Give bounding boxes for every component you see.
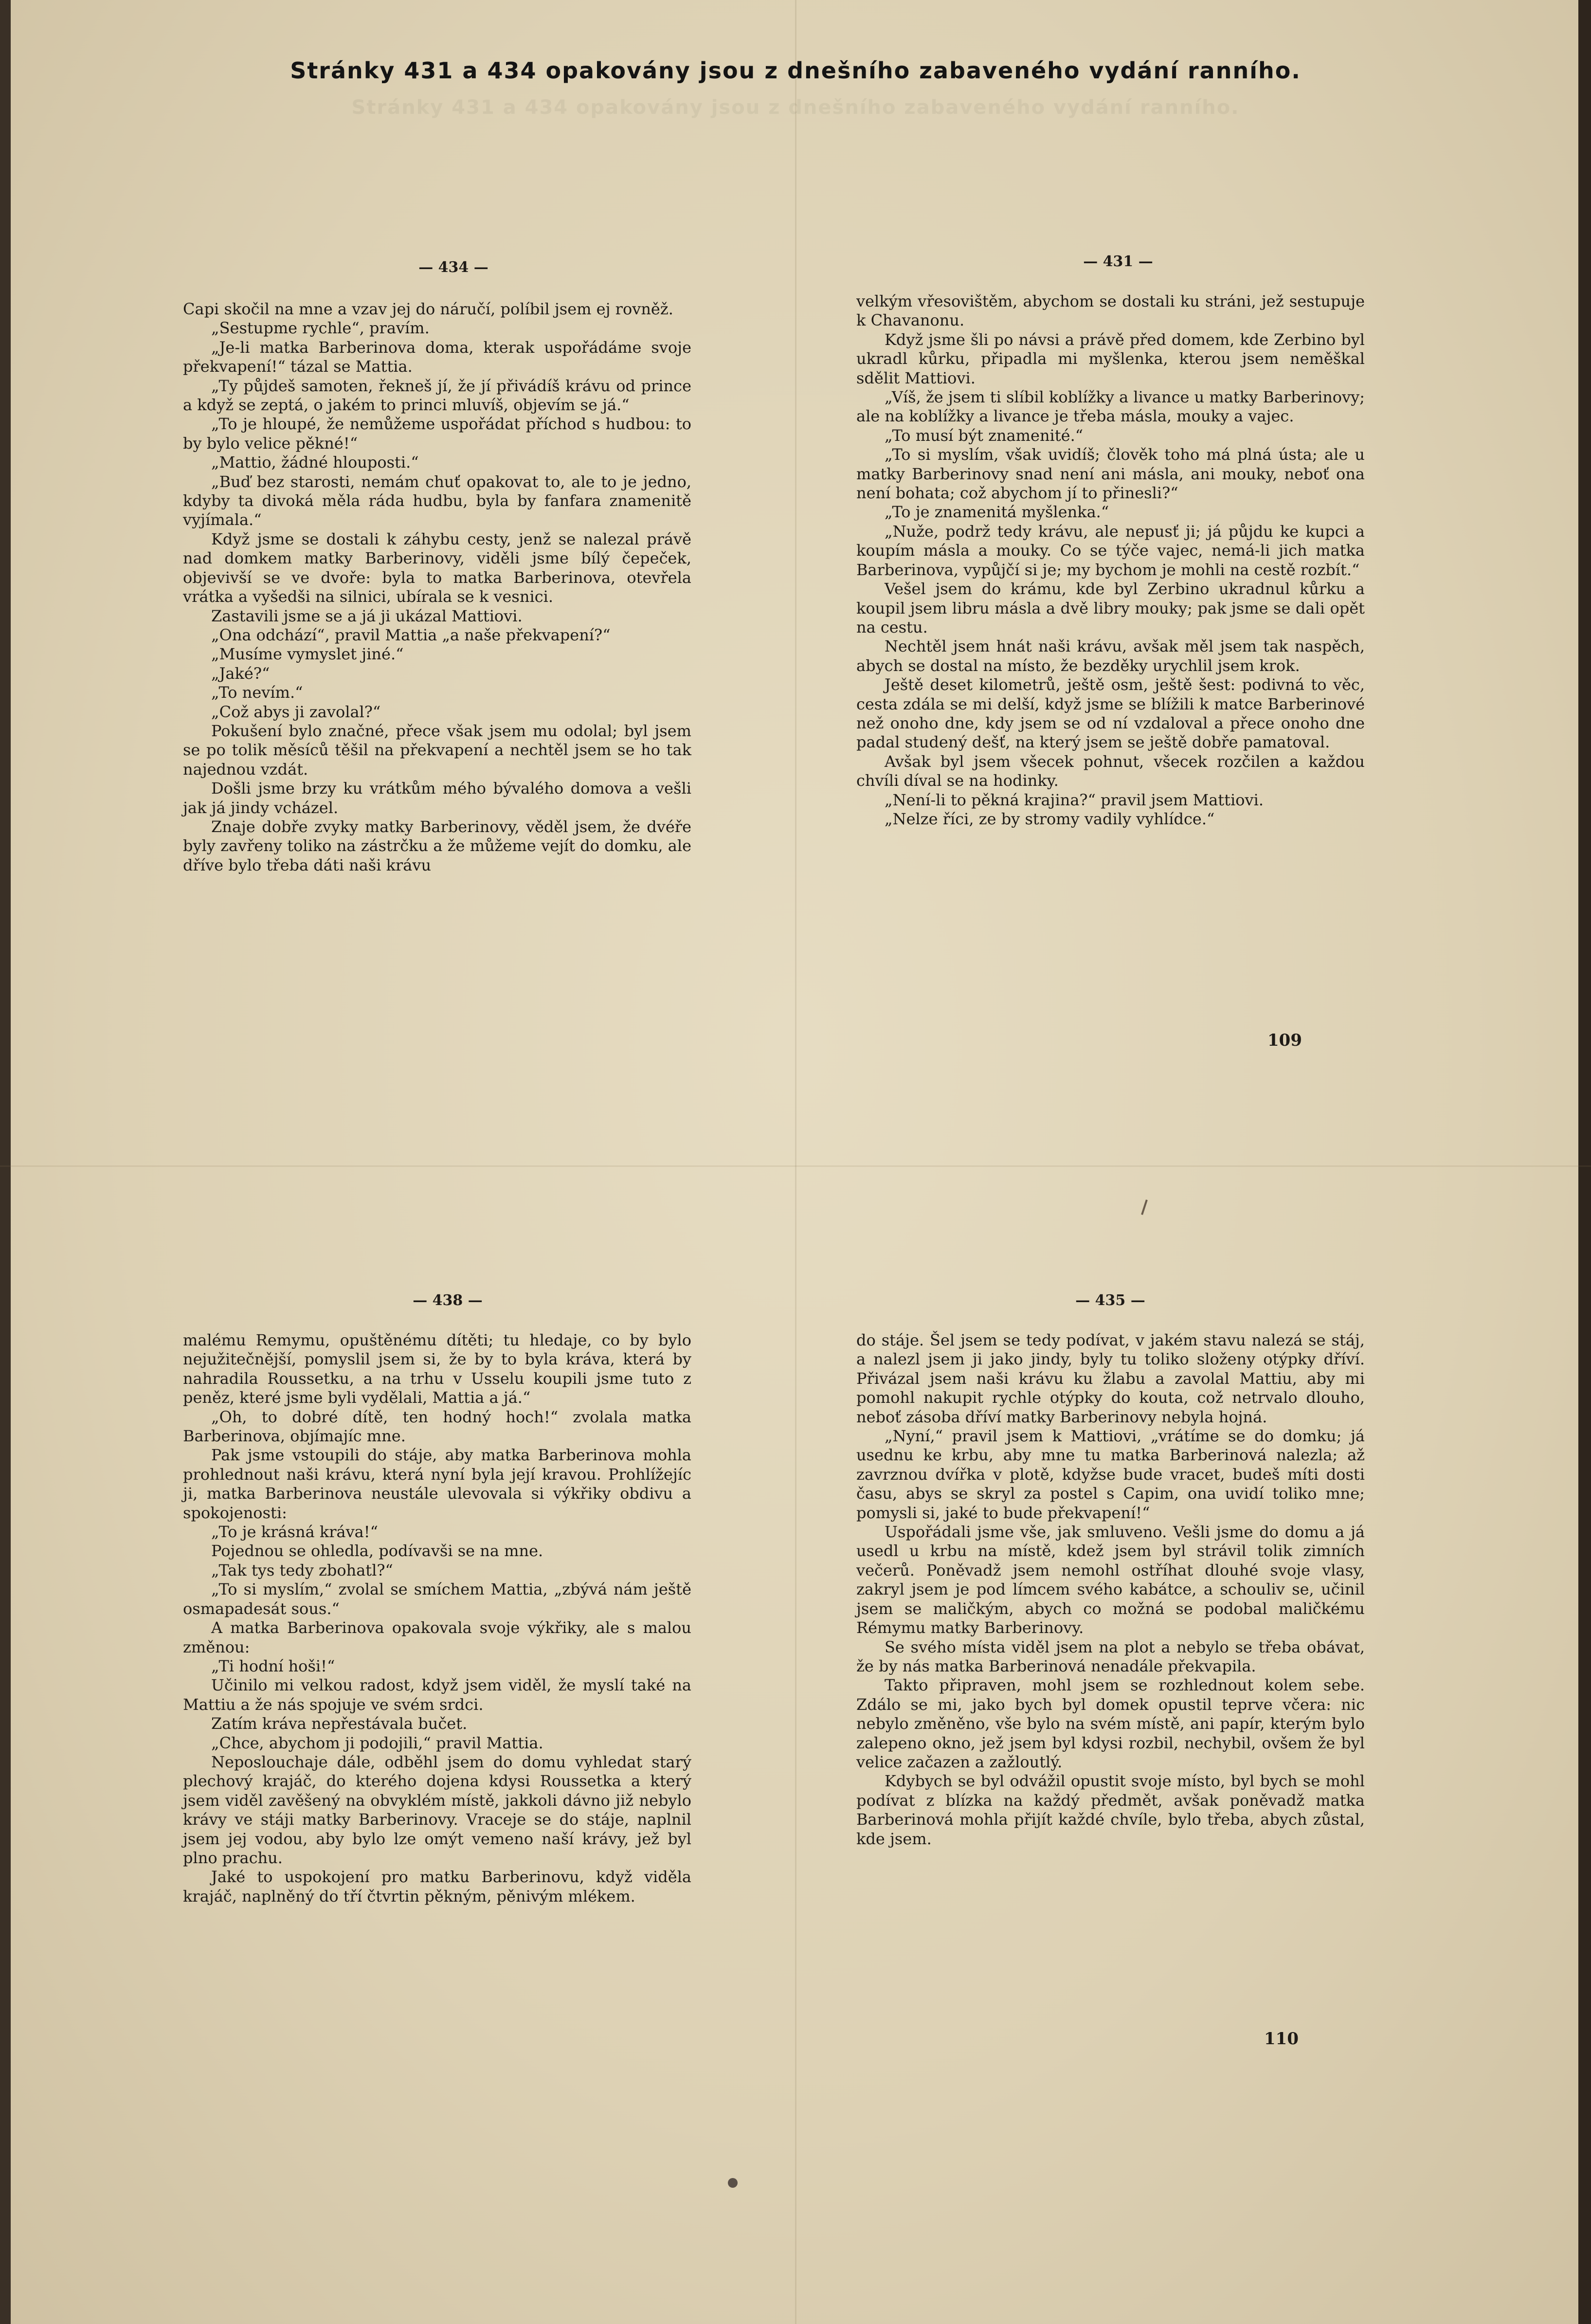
- paragraph: Vešel jsem do krámu, kde byl Zerbino ukradnul kůrku a koupil jsem libru másla a dvě libry mouky; pak jsme se dali opět na cestu.: [856, 580, 1365, 636]
- paragraph: Učinilo mi velkou radost, když jsem viděl, že myslí také na Mattiu a že nás spojuje ve svém srdci.: [183, 1676, 691, 1714]
- page-number-438: — 438 —: [413, 1292, 483, 1309]
- paragraph: Kdybych se byl odvážil opustit svoje místo, byl bych se mohl podívat z blízka na každý předmět, avšak poněvadž matka Barberinová mohla přijít každé chvíle, bylo třeba, abych zůstal, kde jsem.: [856, 1772, 1365, 1848]
- paragraph: Takto připraven, mohl jsem se rozhlednout kolem sebe. Zdálo se mi, jako bych byl domek opustil teprve včera: nic nebylo změněno, vše bylo na svém místě, ani papír, kterým bylo zalepeno okno, jež jsem byl kdysi rozbil, nechybil, ovšem že byl velice začazen a zažloutlý.: [856, 1676, 1365, 1771]
- paragraph: velkým vřesovištěm, abychom se dostali ku stráni, jež sestupuje k Chavanonu.: [856, 292, 1365, 330]
- paragraph: „Sestupme rychle“, pravím.: [211, 319, 430, 338]
- paragraph: Když jsme šli po návsi a právě před domem, kde Zerbino byl ukradl kůrku, připadla mi myšlenka, kterou jsem neměškal sdělit Mattiovi.: [856, 330, 1365, 387]
- paragraph: Pojednou se ohledla, podívavši se na mne.: [211, 1542, 543, 1561]
- paragraph: A matka Barberinova opakovala svoje výkřiky, ale s malou změnou:: [183, 1618, 691, 1656]
- paragraph: „Mattio, žádné hlouposti.“: [211, 453, 419, 472]
- text-column-431: [856, 292, 1365, 829]
- paragraph: „Ti hodní hoši!“: [211, 1656, 335, 1675]
- scan-edge-right: [1578, 0, 1591, 2324]
- text-column-435: [856, 1331, 1365, 1849]
- folio-number: 110: [1264, 2029, 1299, 2049]
- page-number-435: — 435 —: [1075, 1292, 1145, 1309]
- paragraph: Uspořádali jsme vše, jak smluveno. Vešli jsme do domu a já usedl u krbu na místě, kdež jsem byl strávil tolik zimních večerů. Poněvadž jsem nemohl ostříhat dlouhé svoje vlasy, zakryl jsem je pod límcem svého kabátce, a schouliv se, učinil jsem se maličkým, abych co možná se podobal maličkému Rémymu matky Barberinovy.: [856, 1523, 1365, 1637]
- paragraph: do stáje. Šel jsem se tedy podívat, v jakém stavu nalezá se stáj, a nalezl jsem ji jako jindy, byly tu toliko složeny otýpky dříví. Přivázal jsem naši krávu ku žlabu a zavolal Mattiu, aby mi pomohl nakupit rychle otýpky do kouta, což netrvalo dlouho, neboť zásoba dříví matky Barberinovy nebyla hojná.: [856, 1331, 1365, 1426]
- folio-number: 109: [1267, 1031, 1302, 1050]
- paragraph: Neposlouchaje dále, odběhl jsem do domu vyhledat starý plechový krajáč, do kterého dojena kdysi Roussetka a který jsem viděl zavěšený na obvyklém místě, jakkoli dávno již nebylo krávy ve stáji matky Barberinovy. Vraceje se do stáje, naplnil jsem jej vodou, aby bylo lze omýt vemeno naší krávy, jež byl plno prachu.: [183, 1752, 691, 1867]
- paragraph: „Což abys ji zavolal?“: [211, 702, 381, 721]
- paragraph: Nechtěl jsem hnát naši krávu, avšak měl jsem tak naspěch, abych se dostal na místo, že bezděky urychlil jsem krok.: [856, 637, 1365, 675]
- text-column-438: [183, 1331, 691, 1906]
- paragraph: Když jsme se dostali k záhybu cesty, jenž se nalezal právě nad domkem matky Barberinovy, viděli jsme bílý čepeček, objevivší se ve dvoře: byla to matka Barberinova, otevřela vrátka a vyšedši na silnici, ubírala se k vesnici.: [183, 529, 691, 606]
- scan-edge-left: [0, 0, 11, 2324]
- paragraph: Pak jsme vstoupili do stáje, aby matka Barberinova mohla prohlednout naši krávu, která nyní byla její kravou. Prohlížejíc ji, matka Barberinova neustále ulevovala si výkřiky obdivu a spokojenosti:: [183, 1446, 691, 1522]
- paragraph: „Víš, že jsem ti slíbil koblížky a livance u matky Barberinovy; ale na koblížky a livance je třeba másla, mouky a vajec.: [856, 388, 1365, 426]
- paragraph: „To si myslím,“ zvolal se smíchem Mattia, „zbývá nám ještě osmapadesát sous.“: [183, 1580, 691, 1618]
- paragraph: „Tak tys tedy zbohatl?“: [211, 1561, 393, 1580]
- paragraph: „Ona odchází“, pravil Mattia „a naše překvapení?“: [211, 625, 611, 644]
- paragraph: „To je krásná kráva!“: [211, 1523, 378, 1542]
- paragraph: Zatím kráva nepřestávala bučet.: [211, 1714, 468, 1733]
- paragraph: „Nuže, podrž tedy krávu, ale nepusť ji; já půjdu ke kupci a koupím másla a mouky. Co se týče vajec, nemá-li jich matka Barberinova, vypůjčí si je; my bychom je mohli na cestě rozbít.“: [856, 522, 1365, 579]
- paragraph: „Je-li matka Barberinova doma, kterak uspořádáme svoje překvapení!“ tázal se Mattia.: [183, 338, 691, 376]
- paragraph: „To je hloupé, že nemůžeme uspořádat příchod s hudbou: to by bylo velice pěkné!“: [183, 415, 691, 453]
- page-number-431: — 431 —: [1083, 253, 1153, 270]
- page-number-434: — 434 —: [418, 259, 488, 276]
- paragraph: Pokušení bylo značné, přece však jsem mu odolal; byl jsem se po tolik měsíců těšil na překvapení a nechtěl jsem se ho tak najednou vzdát.: [183, 721, 691, 779]
- paragraph: Jaké to uspokojení pro matku Barberinovu, když viděla krajáč, naplněný do tří čtvrtin pěkným, pěnivým mlékem.: [183, 1868, 691, 1906]
- paragraph: Avšak byl jsem všecek pohnut, všecek rozčilen a každou chvíli díval se na hodinky.: [856, 752, 1365, 790]
- paragraph: „Musíme vymyslet jiné.“: [211, 645, 404, 664]
- paragraph: Znaje dobře zvyky matky Barberinovy, věděl jsem, že dvéře byly zavřeny toliko na zástrčku a že můžeme vejít do domku, ale dříve bylo třeba dáti naši krávu: [183, 817, 691, 874]
- paragraph: „To musí být znamenité.“: [885, 426, 1084, 445]
- paragraph: Se svého místa viděl jsem na plot a nebylo se třeba obávat, že by nás matka Barberinová nenadále překvapila.: [856, 1637, 1365, 1675]
- banner-bleed-through: Stránky 431 a 434 opakovány jsou z dnešního zabaveného vydání ranního.: [351, 96, 1240, 119]
- paragraph: Došli jsme brzy ku vrátkům mého bývalého domova a vešli jak já jindy vcházel.: [183, 779, 691, 817]
- paragraph: Ještě deset kilometrů, ještě osm, ještě šest: podivná to věc, cesta zdála se mi delší, když jsme se blížili k matce Barberinové než onoho dne, kdy jsem se od ní vzdaloval a přece onoho dne padal studený dešť, na který jsem se ještě dobře pamatoval.: [856, 675, 1365, 752]
- paragraph: „To si myslím, však uvidíš; člověk toho má plná ústa; ale u matky Barberinovy snad není ani másla, ani mouky, neboť ona není bohata; což abychom jí to přinesli?“: [856, 445, 1365, 503]
- paragraph: „Chce, abychom ji podojili,“ pravil Mattia.: [211, 1733, 543, 1752]
- fold-line-horizontal: [0, 1165, 1591, 1167]
- paragraph: „Ty půjdeš samoten, řekneš jí, že jí přivádíš krávu od prince a když se zeptá, o jakém to princi mluvíš, objevím se já.“: [183, 376, 691, 415]
- banner-notice: Stránky 431 a 434 opakovány jsou z dnešního zabaveného vydání ranního.: [290, 57, 1301, 84]
- paragraph: Capi skočil na mne a vzav jej do náručí, políbil jsem ej rovněž.: [183, 300, 673, 318]
- paragraph: „Oh, to dobré dítě, ten hodný hoch!“ zvolala matka Barberinova, objímajíc mne.: [183, 1407, 691, 1446]
- paragraph: Zastavili jsme se a já ji ukázal Mattiovi.: [211, 606, 523, 625]
- paragraph: „Jaké?“: [211, 664, 270, 683]
- paragraph: „Není-li to pěkná krajina?“ pravil jsem Mattiovi.: [885, 790, 1264, 809]
- paragraph: „Nyní,“ pravil jsem k Mattiovi, „vrátíme se do domku; já usednu ke krbu, aby mne tu matka Barberinová nalezla; až zavrznou dvířka v plotě, kdyžse bude vracet, budeš míti dosti času, abys se skryl za postel s Capim, ona uvidí toliko mne; pomysli si, jaké to bude překvapení!“: [856, 1427, 1365, 1522]
- ink-dot: [728, 2178, 738, 2188]
- paragraph: malému Remymu, opuštěnému dítěti; tu hledaje, co by bylo nejužitečnější, pomyslil jsem si, že by to byla kráva, která by nahradila Roussetku, a na trhu v Usselu koupili jsme tuto z peněz, které jsme byli vydělali, Mattia a já.“: [183, 1331, 691, 1407]
- fold-line-vertical: [795, 0, 796, 2324]
- paragraph: „Buď bez starosti, nemám chuť opakovat to, ale to je jedno, kdyby ta divoká měla ráda hudbu, byla by fanfara znamenitě vyjímala.“: [183, 472, 691, 529]
- paragraph: „Nelze říci, ze by stromy vadily vyhlídce.“: [885, 809, 1215, 828]
- text-column-434: [183, 300, 691, 875]
- paragraph: „To je znamenitá myšlenka.“: [885, 503, 1109, 522]
- paragraph: „To nevím.“: [211, 683, 303, 702]
